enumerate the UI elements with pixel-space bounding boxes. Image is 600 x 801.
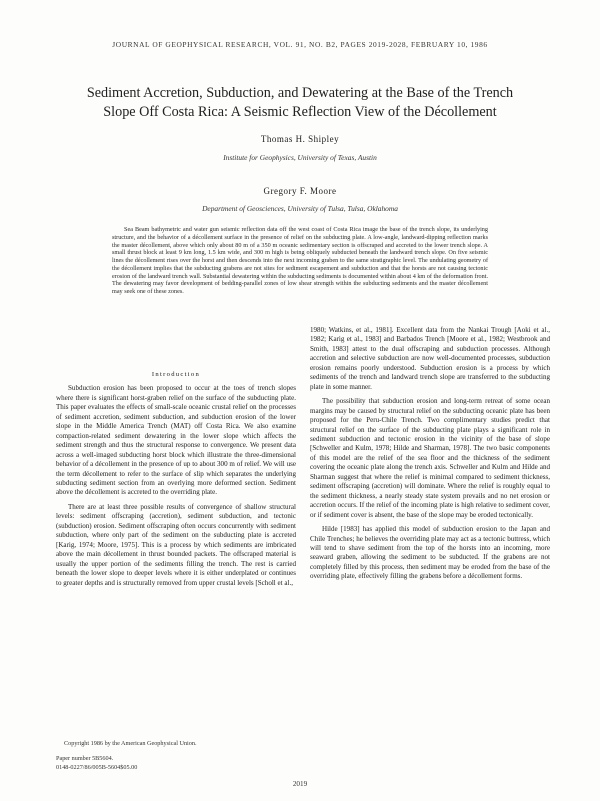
issn-code: 0148-0227/86/005B-5604$05.00 xyxy=(56,763,138,771)
title-line-2: Slope Off Costa Rica: A Seismic Reflection View of the Décollement xyxy=(103,104,497,120)
page-number: 2019 xyxy=(292,780,308,788)
section-heading: Introduction xyxy=(151,371,201,378)
copyright-block xyxy=(56,740,296,772)
author-name: Gregory F. Moore xyxy=(263,186,337,196)
running-head: JOURNAL OF GEOPHYSICAL RESEARCH, VOL. 91, NO. B2, PAGES 2019-2028, FEBRUARY 10, 1986 xyxy=(112,40,488,49)
title-line-1: Sediment Accretion, Subduction, and Dewatering at the Base of the Trench xyxy=(86,85,514,101)
paragraph: Subduction erosion has been proposed to occur at the toes of trench slopes where there is significant horst-graben relief on the surface of the subducting plate. This paper evaluates the effects of small-scale oceanic crustal relief on the processes of sediment accretion, sediment subduction, and subduction erosion of the lower slope in the Middle America Trench (MAT) off Costa Rica. We also examine compaction-related sediment dewatering in the lower slope which affects the sediment strength and thus the structural response to convergence. We present data across a well-imaged subducting horst block which illustrate the three-dimensional behavior of a décollement in the presence of up to about 300 m of relief. We will use the term décollement to refer to the surface of slip which separates the underlying subducting sediment section from an overlying more deformed section. Sediment above the décollement is accreted to the overriding plate. xyxy=(56,384,296,497)
paper-title xyxy=(40,84,560,122)
author-affiliation: Department of Geosciences, University of Tulsa, Tulsa, Oklahoma xyxy=(202,204,398,213)
paragraph: 1980; Watkins, et al., 1981]. Excellent data from the Nankai Trough [Aoki et al., 1982; Karig et al., 1983] and Barbados Trench [Moore et al., 1982; Westbrook and Smith, 1983] attest to the dual offscraping and subduction processes. Although accretion and selective subduction are now well-documented processes, subduction erosion remains poorly understood. Subduction erosion is a process by which sediments of the trench and landward trench slope are transferred to the subducting plate in some manner. xyxy=(310,326,550,391)
author-affiliation: Institute for Geophysics, University of Texas, Austin xyxy=(223,153,377,162)
paragraph: Hilde [1983] has applied this model of subduction erosion to the Japan and Chile Trenches; he believes the overriding plate may act as a tectonic buttress, which will tend to shave sediment from the top of the horsts into an incoming, more seaward graben, allowing the sediment to be subducted. If the grabens are not completely filled by this process, then sediment may be eroded from the base of the overriding plate, effectively filling the grabens before a décollement forms. xyxy=(310,525,550,581)
author-name: Thomas H. Shipley xyxy=(260,134,340,144)
paragraph: The possibility that subduction erosion and long-term retreat of some ocean margins may be caused by structural relief on the subducting oceanic plate has been proposed for the Peru-Chile Trench. Two complimentary studies predict that structural relief on the surface of the subducting plate plays a significant role in sediment subduction and tectonic erosion in the vicinity of the base of slope [Schweller and Kulm, 1978; Hilde and Sharman, 1978]. The two basic components of this model are the relief of the sea floor and the thickness of the sediment covering the oceanic plate along the trench axis. Schweller and Kulm and Hilde and Sharman suggest that where the relief is minimal compared to sediment thickness, sediment offscraping (accretion) will dominate. Where the relief is roughly equal to the sediment thickness, a nearly steady state system prevails and no net erosion or accretion occurs. If the relief of the incoming plate is high relative to sediment cover, or if sediment cover is absent, the base of the slope may be eroded tectonically. xyxy=(310,397,551,519)
paragraph: There are at least three possible results of convergence of shallow structural levels: sediment offscraping (accretion), sediment subduction, and tectonic (subduction) erosion. Sediment offscraping often occurs concurrently with sediment subduction, where only part of the sediment on the subducting plate is accreted [Karig, 1974; Moore, 1975]. This is a process by which sediments are imbricated above the main décollement in thrust bounded packets. The offscraped material is usually the upper portion of the sediments filling the trench. The rest is carried beneath the lower slope to deeper levels where it is either underplated or continues to greater depths and is structurally removed from upper crustal levels [Scholl et al., xyxy=(56,502,296,587)
abstract: Sea Beam bathymetric and water gun seismic reflection data off the west coast of Costa Rica image the base of the trench slope, its underlying structure, and the behavior of a décollement surface in the presence of relief on the subducting plate. A low-angle, landward-dipping reflection marks the master décollement, above which only about 80 m of a 350 m oceanic sedimentary section is offscraped and accreted to the lower trench slope. A small thrust block at least 9 km long, 1.5 km wide, and 300 m high is being obliquely subducted beneath the landward trench slope. On five seismic lines the décollement rises over the horst and then descends into the next incoming graben to the same stratigraphic level. The undulating geometry of the décollement implies that the subducting grabens are not sites for sediment escapement and subduction and that the horsts are not causing tectonic erosion of the landward trench wall. Substantial dewatering within the subducting sediments is documented within about 4 km of the deformation front. The dewatering may favor development of bedding-parallel zones of low shear strength within the subducting sediments and the master décollement may seek one of these zones. xyxy=(112,226,488,295)
copyright-notice: Copyright 1986 by the American Geophysical Union. xyxy=(64,740,197,747)
left-column xyxy=(56,370,296,593)
right-column xyxy=(310,326,550,587)
paper-number: Paper number 5B5604. xyxy=(56,755,114,763)
